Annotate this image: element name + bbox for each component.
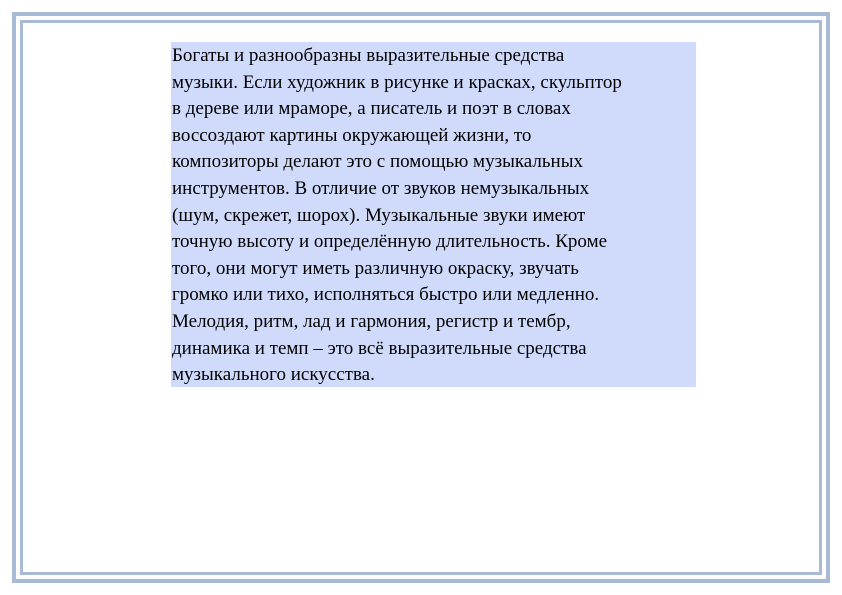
text-line: инструментов. В отличие от звуков немузыкальных bbox=[172, 177, 590, 199]
text-line: того, они могут иметь различную окраску, звучать bbox=[172, 257, 579, 279]
text-line: музыкального искусства. bbox=[172, 364, 375, 386]
text-line: Мелодия, ритм, лад и гармония, регистр и тембр, bbox=[172, 310, 571, 332]
text-line: в дереве или мраморе, а писатель и поэт в словах bbox=[172, 98, 571, 120]
text-line: (шум, скрежет, шорох). Музыкальные звуки имеют bbox=[172, 204, 586, 226]
text-line: музыки. Если художник в рисунке и красках, скульптор bbox=[172, 71, 622, 93]
highlighted-text-block[interactable] bbox=[171, 42, 696, 387]
text-line: композиторы делают это с помощью музыкальных bbox=[172, 151, 583, 173]
text-line: Богаты и разнообразны выразительные средства bbox=[172, 45, 565, 66]
text-line: точную высоту и определённую длительность. Кроме bbox=[172, 231, 608, 253]
text-line: громко или тихо, исполняться быстро или медленно. bbox=[172, 284, 600, 306]
text-line: воссоздают картины окружающей жизни, то bbox=[172, 124, 532, 146]
text-line: динамика и темп – это всё выразительные средства bbox=[172, 337, 587, 359]
